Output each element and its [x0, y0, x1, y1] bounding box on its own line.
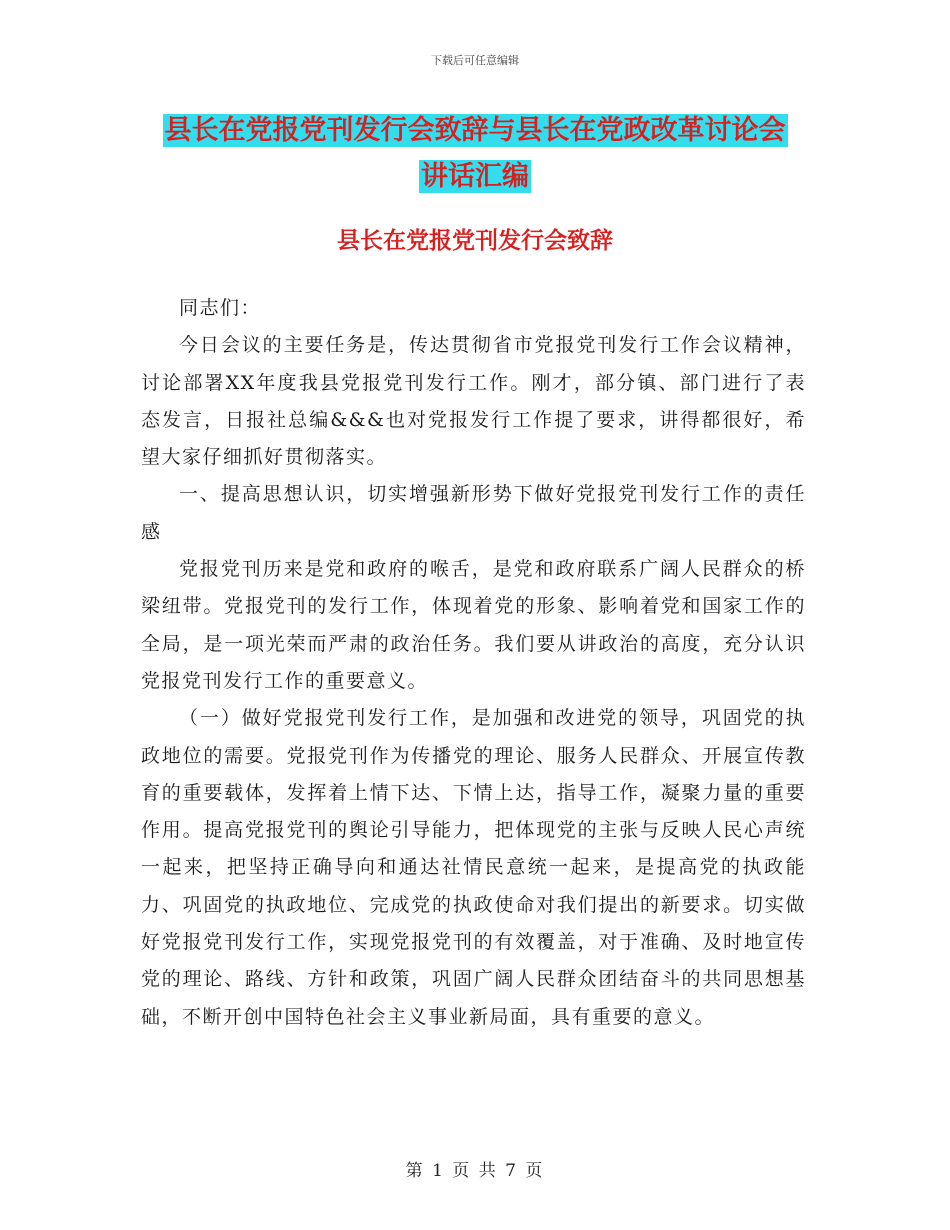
page-header-note: 下载后可任意编辑: [431, 54, 519, 67]
paragraph: 党报党刊历来是党和政府的喉舌，是党和政府联系广阔人民群众的桥梁纽带。党报党刊的发行工作，体现着党的形象、影响着党和国家工作的全局，是一项光荣而严肃的政治任务。我们要从讲政治的高度，充分认识党报党刊发行工作的重要意义。: [141, 558, 806, 692]
document-body: [141, 290, 806, 1036]
document-title-line2: 讲话汇编: [421, 161, 529, 192]
page-number: 第 1 页 共 7 页: [405, 1161, 545, 1181]
paragraph-heading: 一、提高思想认识，切实增强新形势下做好党报党刊发行工作的责任感: [141, 483, 806, 543]
document-title-line1: 县长在党报党刊发行会致辞与县长在党政改革讨论会: [164, 115, 786, 146]
section-title: 县长在党报党刊发行会致辞: [337, 227, 613, 254]
document-title: [140, 108, 810, 200]
paragraph: （一）做好党报党刊发行工作，是加强和改进党的领导，巩固党的执政地位的需要。党报党刊作为传播党的理论、服务人民群众、开展宣传教育的重要载体，发挥着上情下达、下情上达，指导工作，凝聚力量的重要作用。提高党报党刊的舆论引导能力，把体现党的主张与反映人民心声统一起来，把坚持正确导向和通达社情民意统一起来，是提高党的执政能力、巩固党的执政地位、完成党的执政使命对我们提出的新要求。切实做好党报党刊发行工作，实现党报党刊的有效覆盖，对于准确、及时地宣传党的理论、路线、方针和政策，巩固广阔人民群众团结奋斗的共同思想基础，不断开创中国特色社会主义事业新局面，具有重要的意义。: [141, 707, 806, 1028]
paragraph-salutation: 同志们：: [179, 297, 262, 319]
paragraph: 今日会议的主要任务是，传达贯彻省市党报党刊发行工作会议精神，讨论部署XX年度我县党报党刊发行工作。刚才，部分镇、部门进行了表态发言，日报社总编&&&也对党报发行工作提了要求，讲得都很好，希望大家仔细抓好贯彻落实。: [141, 334, 806, 469]
